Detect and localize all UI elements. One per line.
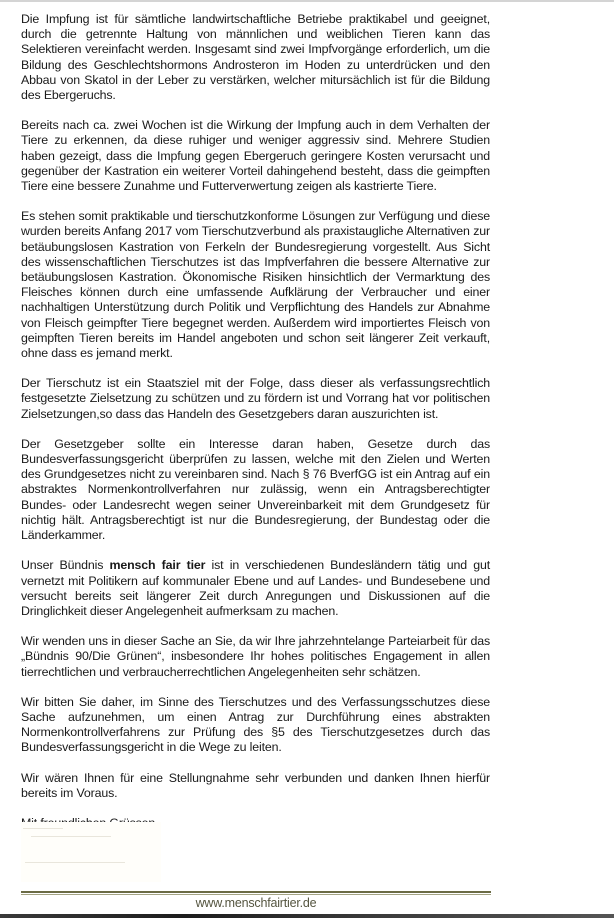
signature-area: [21, 822, 161, 882]
letter-body: [21, 12, 490, 846]
paragraph-vaccination-effects: Bereits nach ca. zwei Wochen ist die Wirkung der Impfung auch in dem Verhalten der Tiere zu erkennen, da diese ruhiger und weniger aggressiv sind. Mehrere Studien haben gezeigt, dass die Impfung gegen Ebergeruch geringere Kosten verursacht und gegenüber der Kastration ein weiterer Vorteil dahingehend besteht, dass die geimpften Tiere eine bessere Zunahme und Futterverwertung zeigen als kastrierte Tiere.: [21, 118, 490, 194]
paragraph-alliance: [21, 558, 490, 619]
paragraph-alternatives: Es stehen somit praktikable und tierschutzkonforme Lösungen zur Verfügung und diese wurden bereits Anfang 2017 vom Tierschutzverbund als praxistaugliche Alternativen zur betäubungslosen Kastration von Ferkeln der Bundesregierung vorgestellt. Aus Sicht des wissenschaftlichen Tierschutzes ist das Impfverfahren die bessere Alternative zur betäubungslosen Kastration. Ökonomische Risiken hinsichtlich der Vermarktung des Fleisches können durch eine umfassende Aufklärung der Verbraucher und einer nachhaltigen Unterstützung durch Politik und Verpflichtung des Handels zur Abnahme von Fleisch geimpfter Tiere begegnet werden. Außerdem wird importiertes Fleisch von geimpften Tieren bereits im Handel angeboten und schon seit längerer Zeit verkauft, ohne dass es jemand merkt.: [21, 209, 490, 361]
paragraph-legislator: Der Gesetzgeber sollte ein Interesse daran haben, Gesetze durch das Bundesverfassungsgericht überprüfen zu lassen, welche mit den Zielen und Werten des Grundgesetzes nicht zu vereinbaren sind. Nach § 76 BverfGG ist ein Antrag auf ein abstraktes Normenkontrollverfahren nur zulässig, wenn ein Antragsberechtigter Bundes- oder Landesrecht wegen seiner Unvereinbarkeit mit dem Grundgesetz für nichtig hält. Antragsberechtigt ist nur die Bundesregierung, der Bundestag oder die Länderkammer.: [21, 436, 490, 543]
footer-divider: [21, 891, 491, 893]
top-divider: [0, 0, 614, 2]
paragraph-thanks: Wir wären Ihnen für eine Stellungnahme sehr verbunden und danken Ihnen hierfür bereits im Voraus.: [21, 770, 490, 800]
paragraph-appeal: Wir wenden uns in dieser Sache an Sie, da wir Ihre jahrzehntelange Parteiarbeit für das „Bündnis 90/Die Grünen“, insbesondere Ihr hohes politisches Engagement in allen tierrechtlichen und verbraucherrechtlichen Angelegenheiten sehr schätzen.: [21, 634, 490, 679]
bottom-edge: [0, 914, 614, 918]
alliance-text-after: ist in verschiedenen Bundesländern tätig und gut vernetzt mit Politikern auf kommunaler Ebene und auf Landes- und Bundesebene und versucht bereits seit längerer Zeit durch Anregungen und Diskussionen auf die Dringlichkeit dieser Angelegenheit aufmerksam zu machen.: [21, 558, 490, 618]
paragraph-state-goal: Der Tierschutz ist ein Staatsziel mit der Folge, dass dieser als verfassungsrechtlich festgesetzte Zielsetzung zu schützen und zu fördern ist und Vorrang hat vor politischen Zielsetzungen,so dass das Handeln des Gesetzgebers daran auszurichten ist.: [21, 376, 490, 421]
paragraph-request: Wir bitten Sie daher, im Sinne des Tierschutzes und des Verfassungsschutzes diese Sache aufzunehmen, um einen Antrag zur Durchführung eines abstrakten Normenkontrollverfahrens zur Prüfung des §5 des Tierschutzgesetzes durch das Bundesverfassungsgericht in die Wege zu leiten.: [21, 694, 490, 755]
paragraph-vaccination-practicality: Die Impfung ist für sämtliche landwirtschaftliche Betriebe praktikabel und geeignet, durch die getrennte Haltung von männlichen und weiblichen Tieren kann das Selektieren vereinfacht werden. Insgesamt sind zwei Impfvorgänge erforderlich, um die Bildung des Geschlechtshormons Androsteron im Hoden zu unterdrücken und den Abbau von Skatol in der Leber zu verstärken, welcher mitursächlich ist für die Bildung des Ebergeruchs.: [21, 12, 490, 103]
alliance-text-before: Unser Bündnis: [21, 558, 110, 573]
alliance-name: mensch fair tier: [109, 558, 206, 573]
signature-stroke: [25, 862, 125, 863]
signature-stroke: [31, 836, 111, 837]
footer-website-link[interactable]: www.menschfairtier.de: [195, 896, 317, 910]
signature-stroke: [23, 828, 63, 829]
